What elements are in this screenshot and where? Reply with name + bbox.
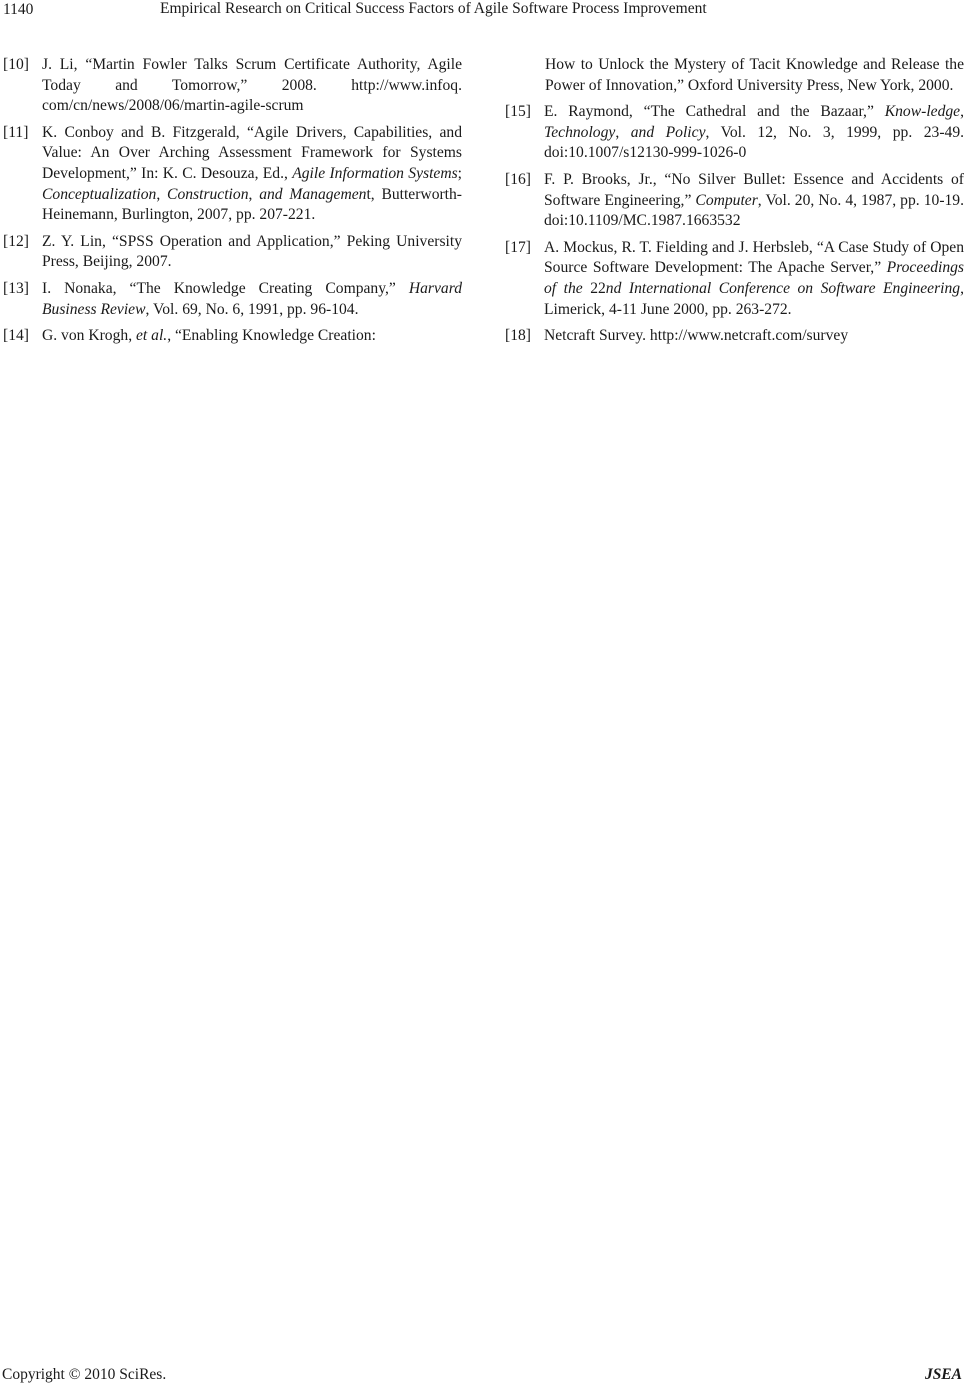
reference-italic-segment: Agile Information Systems [292,164,458,182]
reference-italic-segment: et al. [136,327,168,345]
reference-text [42,123,462,226]
reference-text [544,238,964,320]
reference-item [3,55,462,117]
reference-segment: F. P. Brooks, Jr., “No Silver Bullet: Essence and Accidents of Software Engineering,” [544,170,964,209]
reference-italic-segment: Proceedings of the [544,259,964,297]
page-header [0,0,965,22]
reference-item [505,102,964,164]
reference-number: [15] [505,103,531,121]
reference-number: [13] [3,279,29,297]
reference-segment: , Vol. 69, No. 6, 1991, pp. 96-104. [145,300,359,318]
reference-segment: E. Raymond, “The Cathedral and the Bazaar,” [544,103,885,121]
reference-segment: , [248,185,260,203]
reference-segment: ; [457,164,462,182]
reference-continuation: How to Unlock the Mystery of Tacit Knowledge and Release the Power of Innovation,” Oxford University Press, New York, 2000. [545,56,964,94]
reference-italic-segment: Construction [167,185,249,203]
right-column [505,55,964,353]
left-column [3,55,462,353]
journal-abbreviation: JSEA [924,1366,962,1383]
reference-segment: , [156,185,168,203]
reference-segment: Netcraft Survey. http://www.netcraft.com/survey [544,327,849,345]
reference-italic-segment: Technology [544,123,616,141]
reference-segment: t, Butterworth-Heinemann, Burlington, 2007, pp. 207-221. [42,185,462,224]
running-title: Empirical Research on Critical Success Factors of Agile Software Process Improvement [160,0,707,17]
reference-text [544,170,964,232]
right-column-references [505,102,964,347]
reference-item [3,326,462,347]
reference-text [42,326,462,347]
reference-segment: A. Mockus, R. T. Fielding and J. Herbsleb, “A Case Study of Open Source Software Development: The Apache Server,” [544,238,964,277]
reference-segment: J. Li, “Martin Fowler Talks Scrum Certificate Authority, Agile Today and Tomorrow,” 2008. http://www.infoq. com/cn/news/2008/06/martin-agile-scrum [42,56,462,115]
reference-segment: Z. Y. Lin, “SPSS Operation and Application,” Peking University Press, Beijing, 2007. [42,232,462,271]
reference-text [42,279,462,320]
reference-number: [18] [505,327,531,345]
reference-italic-segment: Computer [695,191,758,209]
reference-item [505,238,964,320]
reference-item [505,326,964,347]
copyright-notice: Copyright © 2010 SciRes. [2,1366,167,1383]
page-number: 1140 [3,1,34,18]
reference-segment: , Vol. 12, No. 3, 1999, pp. 23-49. doi:10.1007/s12130-999-1026-0 [544,123,965,162]
reference-number: [11] [3,123,29,141]
reference-item [3,232,462,273]
reference-number: [12] [3,232,29,250]
reference-segment: , Limerick, 4-11 June 2000, pp. 263-272. [544,279,964,318]
reference-segment: K. Conboy and B. Fitzgerald, “Agile Drivers, Capabilities, and Value: An Over Arching Assessment Framework for Systems Development,” In: K. C. Desouza, Ed., [42,123,462,182]
reference-italic-segment: and Policy [630,123,706,141]
reference-item [505,170,964,232]
reference-segment: G. von Krogh, [42,327,136,345]
reference-item [3,279,462,320]
reference-segment: I. Nonaka, “The Knowledge Creating Company,” [42,279,409,297]
reference-number: [17] [505,238,531,256]
reference-segment: , Vol. 20, No. 4, 1987, pp. 10-19. doi:10.1109/MC.1987.1663532 [544,191,965,230]
reference-number: [14] [3,327,29,345]
reference-italic-segment: Know-ledge [884,103,961,121]
reference-segment: , “Enabling Knowledge Creation: [167,327,376,345]
reference-italic-segment: nd International Conference on Software Engineering [605,279,961,297]
reference-segment: 22 [590,279,606,297]
reference-number: [10] [3,56,29,73]
reference-italic-segment: Harvard Business Review [42,279,462,318]
reference-text [42,232,462,273]
reference-segment: , [960,103,964,121]
reference-segment: , [615,123,631,141]
reference-number: [16] [505,170,531,188]
reference-italic-segment: Conceptualization [42,185,157,203]
reference-item [3,123,462,226]
reference-text [544,102,964,164]
reference-text [42,55,462,117]
reference-italic-segment: and Managemen [259,185,367,203]
reference-text [544,326,964,347]
